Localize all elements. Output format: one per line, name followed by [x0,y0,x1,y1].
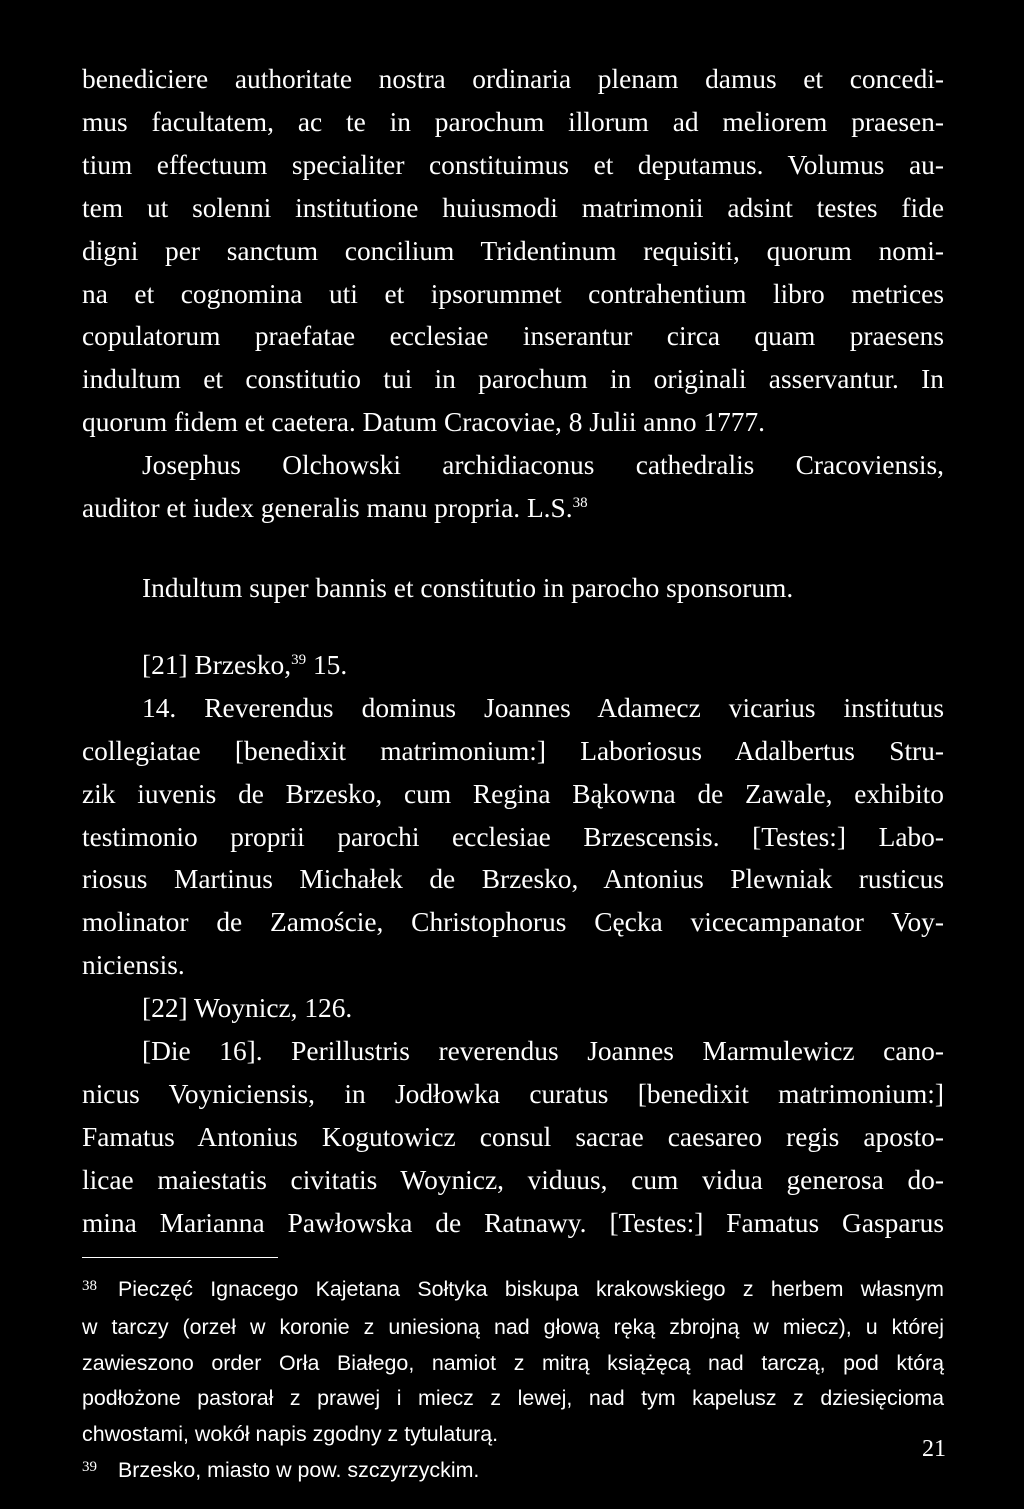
entry-header-text: [21] Brzesko, [142,649,292,680]
text-line: nicus Voyniciensis, in Jodłowka curatus [benedixit matrimonium:] [82,1078,944,1109]
text-line: tium effectuum specialiter constituimus et deputamus. Volumus au- [82,149,944,180]
footnote-text: Brzesko, miasto w pow. szczyrzyckim. [118,1457,480,1482]
footnote-ref-38[interactable]: 38 [572,495,588,512]
page-content [82,58,944,1491]
text-line: quorum fidem et caetera. Datum Cracoviae, 8 Julii anno 1777. [82,407,766,438]
text-line: niciensis. [82,950,185,981]
footnote-line: w tarczy (orzeł w koronie z uniesioną nad głową ręką zbrojną w miecz), u której [82,1315,944,1340]
text-line: zik iuvenis de Brzesko, cum Regina Bąkowna de Zawale, exhibito [82,778,944,809]
footnote-line: chwostami, wokół napis zgodny z tytulaturą. [82,1421,499,1446]
text-line: Famatus Antonius Kogutowicz consul sacrae caesareo regis aposto- [82,1121,944,1152]
text-line: digni per sanctum concilium Tridentinum requisiti, quorum nomi- [82,235,944,266]
footnote-38 [82,1272,944,1453]
footnote-number: 38 [82,1277,97,1294]
text-line: 14. Reverendus dominus Joannes Adamecz vicarius institutus [142,692,944,723]
text-line: indultum et constitutio tui in parochum in originali asservantur. In [82,364,944,395]
footnote-divider [82,1257,278,1258]
text-line: copulatorum praefatae ecclesiae inserantur circa quam praesens [82,321,944,352]
paragraph-grant [82,58,944,444]
section-heading: Indultum super bannis et constitutio in parocho sponsorum. [142,572,794,603]
footnote-line: zawieszono order Orła Białego, namiot z mitrą książęcą nad tarczą, pod którą [82,1350,944,1375]
text-line: mina Marianna Pawłowska de Ratnawy. [Testes:] Famatus Gasparus [82,1207,944,1238]
footnote-ref-39[interactable]: 39 [291,651,307,668]
entry-header-21 [82,644,944,687]
footnote-number: 39 [82,1458,97,1475]
page-number: 21 [922,1436,946,1462]
signature-text: auditor et iudex generalis manu propria. L.S. [82,493,573,524]
text-line: testimonio proprii parochi ecclesiae Brzescensis. [Testes:] Labo- [82,821,944,852]
footnote-39 [82,1453,944,1492]
text-line: licae maiestatis civitatis Woynicz, viduus, cum vidua generosa do- [82,1164,944,1195]
text-line: mus facultatem, ac te in parochum illorum ad meliorem praesen- [82,106,944,137]
footnote-line: podłożone pastorał z prawej i miecz z lewej, nad tym kapelusz z dziesięcioma [82,1386,944,1411]
paragraph-entry-14 [82,687,944,987]
signature-line: Josephus Olchowski archidiaconus cathedralis Cracoviensis, [142,450,944,481]
signature-block [82,444,944,530]
footnote-text: Pieczęć Ignacego Kajetana Sołtyka biskupa krakowskiego z herbem własnym [118,1276,944,1301]
main-text [82,58,944,1245]
text-line: benediciere authoritate nostra ordinaria plenam damus et concedi- [82,64,944,94]
footnote-line [82,1272,944,1311]
footnote-line [82,1453,944,1492]
text-line: na et cognomina uti et ipsorummet contrahentium libro metrices [82,278,944,309]
text-line: collegiatae [benedixit matrimonium:] Laboriosus Adalbertus Stru- [82,735,944,766]
text-line: riosus Martinus Michałek de Brzesko, Antonius Plewniak rusticus [82,864,944,895]
signature-line [82,487,944,530]
text-line: molinator de Zamoście, Christophorus Cęcka vicecampanator Voy- [82,907,944,938]
footnotes [82,1272,944,1492]
entry-header-22: [22] Woynicz, 126. [142,993,353,1024]
entry-header-suffix: 15. [306,649,348,680]
text-line: tem ut solenni institutione huiusmodi matrimonii adsint testes fide [82,192,944,223]
text-line: [Die 16]. Perillustris reverendus Joannes Marmulewicz cano- [142,1036,944,1067]
paragraph-entry-16 [82,1030,944,1245]
